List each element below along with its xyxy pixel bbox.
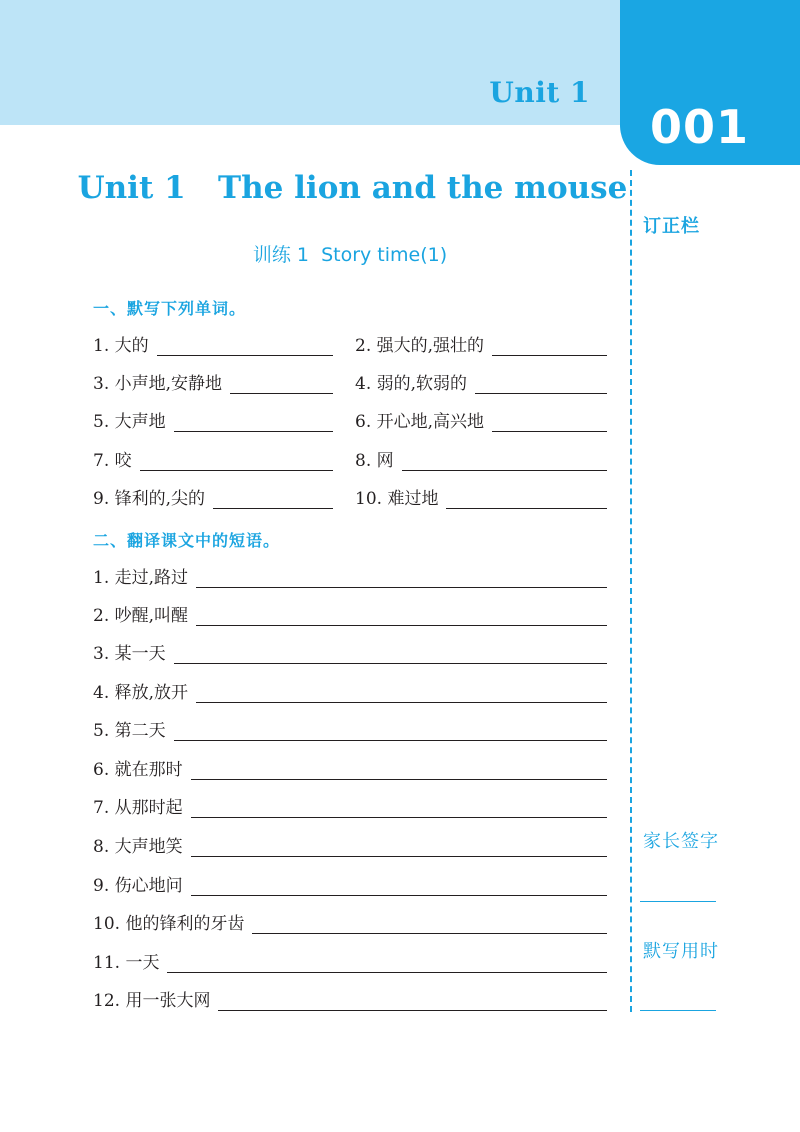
- phrase-item-label: 8. 大声地笑: [93, 837, 183, 857]
- answer-line[interactable]: [196, 571, 607, 588]
- answer-line[interactable]: [475, 377, 607, 394]
- word-item: [93, 372, 333, 396]
- phrase-item-label: 5. 第二天: [93, 721, 166, 741]
- answer-line[interactable]: [191, 840, 607, 857]
- word-item-label: 8. 网: [355, 451, 394, 471]
- answer-line[interactable]: [402, 454, 607, 471]
- word-item: [355, 487, 607, 511]
- word-item: [93, 410, 333, 434]
- answer-line[interactable]: [196, 686, 607, 703]
- phrase-item: [93, 874, 607, 898]
- phrase-item-label: 1. 走过,路过: [93, 568, 189, 588]
- parent-signature-label: 家长签字: [643, 831, 719, 852]
- phrase-item: [93, 912, 607, 936]
- word-item-label: 4. 弱的,软弱的: [355, 374, 468, 394]
- phrase-item: [93, 719, 607, 743]
- answer-line[interactable]: [191, 801, 607, 818]
- section-1-heading: 一、默写下列单词。: [93, 299, 247, 318]
- word-item-label: 3. 小声地,安静地: [93, 374, 223, 394]
- page-subtitle: 训练 1 Story time(1): [252, 244, 448, 266]
- answer-line[interactable]: [167, 956, 607, 973]
- word-item-label: 7. 咬: [93, 451, 132, 471]
- sidebar-divider: [630, 170, 632, 1012]
- word-item-label: 5. 大声地: [93, 412, 166, 432]
- phrase-item-label: 3. 某一天: [93, 644, 166, 664]
- word-item-label: 1. 大的: [93, 336, 149, 356]
- phrase-item: [93, 681, 607, 705]
- phrase-item-label: 7. 从那时起: [93, 798, 183, 818]
- phrase-item-label: 11. 一天: [93, 953, 160, 973]
- phrase-item: [93, 642, 607, 666]
- correction-column-label: 订正栏: [643, 216, 700, 237]
- phrase-item: [93, 951, 607, 975]
- answer-line[interactable]: [191, 763, 607, 780]
- parent-signature-line[interactable]: [640, 901, 716, 902]
- answer-line[interactable]: [174, 415, 333, 432]
- phrase-item: [93, 566, 607, 590]
- word-item: [355, 334, 607, 358]
- phrase-item: [93, 835, 607, 859]
- phrase-item-label: 9. 伤心地问: [93, 876, 183, 896]
- word-item-label: 2. 强大的,强壮的: [355, 336, 485, 356]
- word-item: [93, 334, 333, 358]
- answer-line[interactable]: [140, 454, 333, 471]
- phrase-item-label: 4. 释放,放开: [93, 683, 189, 703]
- answer-line[interactable]: [230, 377, 333, 394]
- page-number: 001: [650, 100, 750, 154]
- answer-line[interactable]: [218, 994, 607, 1011]
- answer-line[interactable]: [446, 492, 607, 509]
- word-item: [93, 487, 333, 511]
- phrase-item-label: 6. 就在那时: [93, 760, 183, 780]
- phrase-item: [93, 758, 607, 782]
- phrase-item-label: 2. 吵醒,叫醒: [93, 606, 189, 626]
- page-title: Unit 1 The lion and the mouse: [77, 170, 628, 206]
- header-unit-label: Unit 1: [489, 76, 590, 109]
- word-item-label: 10. 难过地: [355, 489, 439, 509]
- answer-line[interactable]: [174, 647, 607, 664]
- word-item: [355, 449, 607, 473]
- phrase-item: [93, 604, 607, 628]
- dictation-time-label: 默写用时: [643, 941, 719, 962]
- answer-line[interactable]: [213, 492, 333, 509]
- phrase-item: [93, 796, 607, 820]
- answer-line[interactable]: [191, 879, 607, 896]
- word-item: [93, 449, 333, 473]
- answer-line[interactable]: [492, 339, 607, 356]
- phrase-item-label: 10. 他的锋利的牙齿: [93, 914, 245, 934]
- answer-line[interactable]: [252, 917, 607, 934]
- word-item: [355, 410, 607, 434]
- section-2-heading: 二、翻译课文中的短语。: [93, 531, 281, 550]
- phrase-item-label: 12. 用一张大网: [93, 991, 211, 1011]
- dictation-time-line[interactable]: [640, 1010, 716, 1011]
- word-item-label: 6. 开心地,高兴地: [355, 412, 485, 432]
- answer-line[interactable]: [157, 339, 333, 356]
- word-item-label: 9. 锋利的,尖的: [93, 489, 206, 509]
- word-item: [355, 372, 607, 396]
- phrase-item: [93, 989, 607, 1013]
- answer-line[interactable]: [174, 724, 607, 741]
- answer-line[interactable]: [196, 609, 607, 626]
- answer-line[interactable]: [492, 415, 607, 432]
